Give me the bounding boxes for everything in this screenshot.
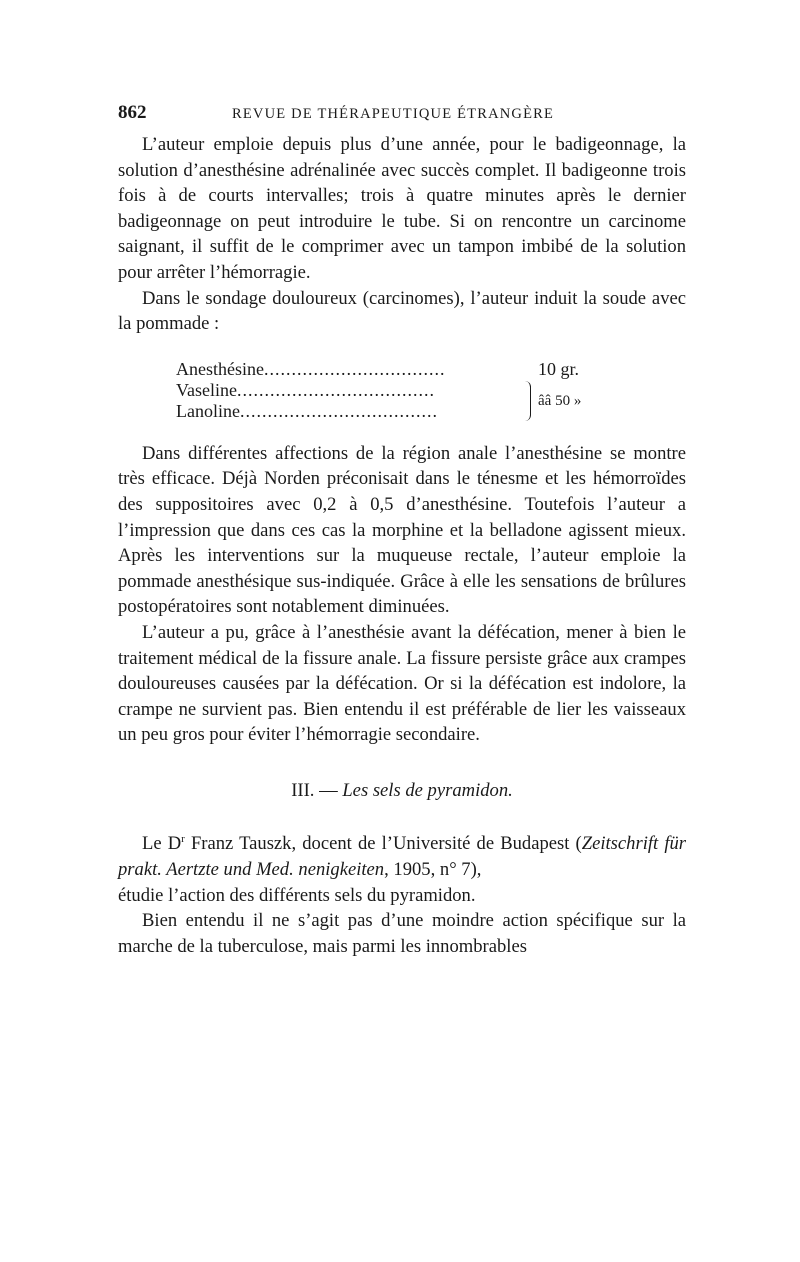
formula-row-vaseline — [176, 380, 435, 401]
section-title: Les sels de pyramidon. — [342, 779, 513, 801]
paragraph-1: L’auteur emploie depuis plus d’une année, pour le badigeonnage, la solution d’anesthésine adrénalinée avec succès complet. Il badigeonne trois fois à de courts intervalles; trois à quatre minutes après le dernier badigeonnage on peut introduire le tube. Si on rencontre un carcinome saignant, il suffit de le comprimer avec un tampon imbibé de la solution pour arrêter l’hémorragie. — [118, 134, 686, 283]
paragraph-4: L’auteur a pu, grâce à l’anesthésie avant la défécation, mener à bien le traitement médical de la fissure anale. La fissure persiste grâce aux crampes douloureuses causées par la défécation. Or si la défécation est indolore, la crampe ne survient pas. Bien entendu il est préférable de lier les vaisseaux un peu gros pour éviter l’hémorragie secondaire. — [118, 621, 686, 746]
paragraph-7: Bien entendu il ne s’agit pas d’une moindre action spécifique sur la marche de la tuberculose, mais parmi les innombrables — [118, 910, 686, 957]
formula-ingredient: Vaseline — [176, 379, 237, 400]
section-number: III. — — [291, 779, 338, 801]
page-number: 862 — [118, 102, 147, 123]
formula-ingredient: Lanoline — [176, 400, 240, 421]
formula-ingredient: Anesthésine — [176, 358, 264, 379]
paragraph-5 — [118, 831, 686, 882]
formula-leader: .................................... — [236, 379, 435, 400]
formula-row-lanoline — [176, 401, 438, 422]
running-head — [118, 100, 686, 126]
paragraph-6: étudie l’action des différents sels du pyramidon. — [118, 884, 476, 906]
p5-start: Le D — [142, 833, 182, 855]
p5-end: , 1905, n° 7), — [384, 859, 482, 881]
paragraph-3: Dans différentes affections de la région anale l’anesthésine se montre très efficace. Déjà Norden préconisait dans le ténesme et les hémorroïdes des suppositoires avec 0,2 à 0,5 d’anesthésine. Toutefois l’auteur a l’impression que dans ces cas la morphine et la belladone agissent mieux. Après les interventions sur la muqueuse rectale, l’auteur emploie la pommade anesthésique sus-indiquée. Grâce à elle les sensations de brûlures postopératoires sont notablement diminuées. — [118, 442, 686, 618]
formula-leader: .................................... — [239, 400, 438, 421]
formula-leader: ................................. — [263, 358, 446, 379]
journal-citation: Zeitschrift für prakt. Aertzte und Med. nenigkeiten — [118, 833, 687, 881]
paragraph-2: Dans le sondage douloureux (carcinomes), l’auteur induit la soude avec la pommade : — [118, 287, 686, 335]
formula-block — [176, 359, 646, 429]
page — [118, 100, 686, 959]
p5-superscript: r — [181, 833, 185, 846]
formula-row-anesthesine — [176, 359, 445, 380]
p5-middle: Franz Tauszk, docent de l’Université de Budapest ( — [184, 833, 582, 855]
formula-quantity: 10 gr. — [538, 358, 580, 379]
brace-icon — [524, 381, 531, 421]
formula-shared-quantity: ââ 50 » — [538, 392, 582, 409]
section-heading — [118, 778, 686, 804]
running-title: REVUE DE THÉRAPEUTIQUE ÉTRANGÈRE — [232, 106, 555, 122]
